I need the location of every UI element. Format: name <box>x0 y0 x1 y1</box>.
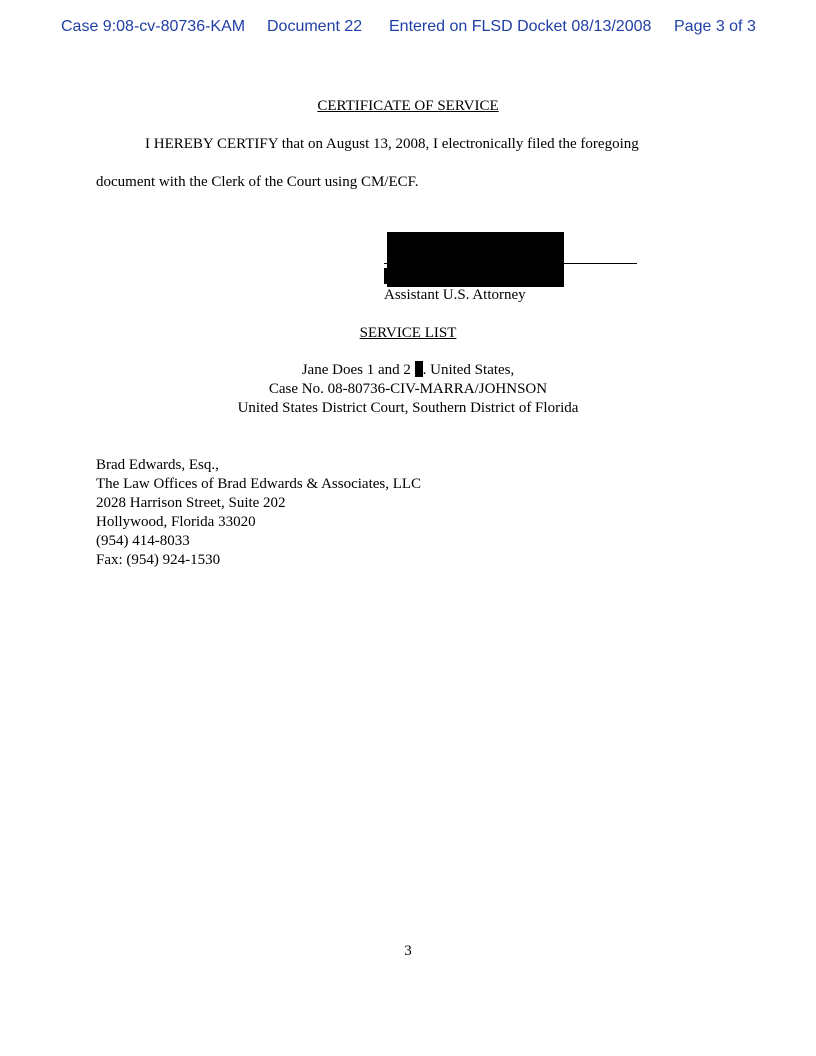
service-list-title: SERVICE LIST <box>359 325 457 341</box>
recipient-name: Brad Edwards, Esq., <box>96 457 219 473</box>
caption-line-court: United States District Court, Southern District of Florida <box>237 400 579 416</box>
header-case-number: Case 9:08-cv-80736-KAM <box>61 18 246 35</box>
recipient-address-block <box>96 456 421 570</box>
certificate-title: CERTIFICATE OF SERVICE <box>317 98 499 114</box>
docket-header-stamp <box>0 18 816 38</box>
header-entered-date: Entered on FLSD Docket 08/13/2008 <box>389 18 652 35</box>
recipient-phone: (954) 414-8033 <box>96 533 190 549</box>
header-page-count: Page 3 of 3 <box>674 18 756 35</box>
signature-title: Assistant U.S. Attorney <box>384 287 526 303</box>
caption-inline-redaction <box>415 361 423 377</box>
page-number: 3 <box>404 943 412 959</box>
case-caption <box>0 361 816 418</box>
caption-defendant: . United States, <box>422 362 515 378</box>
certificate-text-line-1: I HEREBY CERTIFY that on August 13, 2008, I electronically filed the foregoing <box>145 136 639 152</box>
header-document-number: Document 22 <box>267 18 363 35</box>
caption-line-parties <box>0 361 816 380</box>
recipient-fax: Fax: (954) 924-1530 <box>96 552 221 568</box>
certificate-text-line-2: document with the Clerk of the Court using CM/ECF. <box>96 174 419 190</box>
signature-redaction <box>387 232 564 287</box>
recipient-street: 2028 Harrison Street, Suite 202 <box>96 495 286 511</box>
caption-line-case-number: Case No. 08-80736-CIV-MARRA/JOHNSON <box>268 381 548 397</box>
caption-plaintiffs: Jane Does 1 and 2 <box>301 362 415 378</box>
recipient-firm: The Law Offices of Brad Edwards & Associates, LLC <box>96 476 422 492</box>
recipient-city: Hollywood, Florida 33020 <box>96 514 256 530</box>
